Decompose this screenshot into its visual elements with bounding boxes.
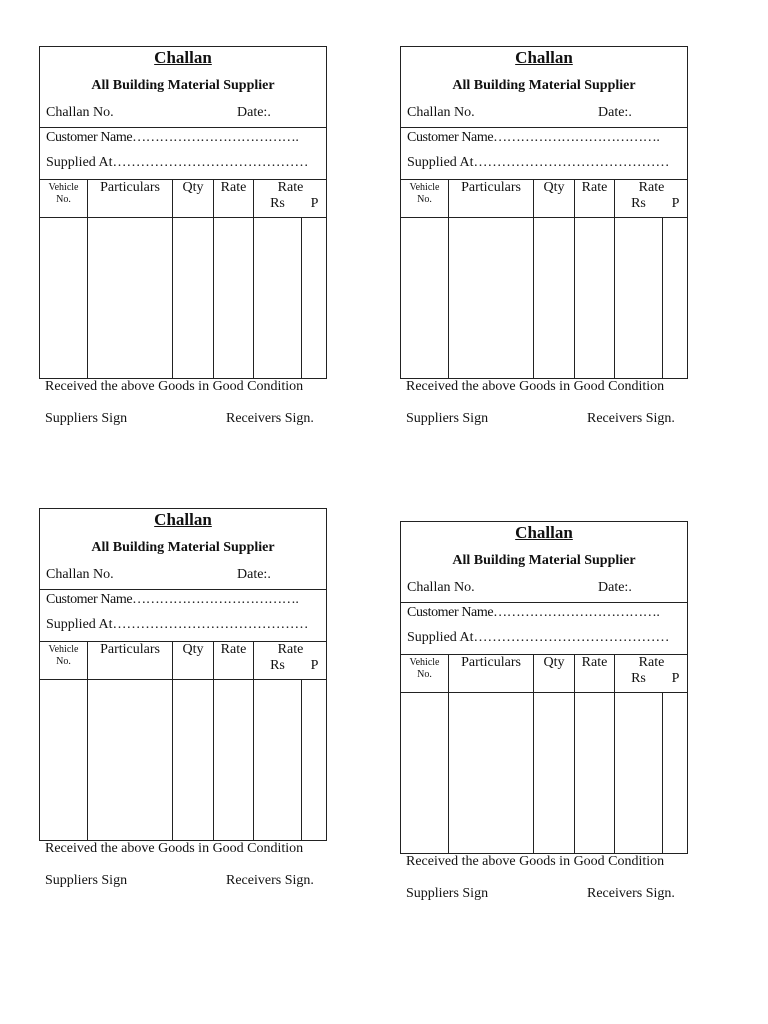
column-header-vehicle: [401, 657, 448, 681]
divider: [401, 217, 687, 218]
column-header-rate: Rate: [220, 642, 247, 657]
column-header-amount: Rate: [638, 180, 665, 195]
column-header-p: P: [310, 196, 319, 211]
customer-name-label: Customer Name……………………………….: [46, 130, 299, 145]
column-line: [448, 179, 449, 379]
column-header-qty: Qty: [182, 180, 204, 195]
received-statement: Received the above Goods in Good Condition: [406, 854, 665, 869]
column-header-amount: Rate: [277, 180, 304, 195]
customer-name-label: Customer Name……………………………….: [46, 592, 299, 607]
receivers-sign-label: Receivers Sign.: [587, 886, 675, 901]
column-line: [301, 217, 302, 379]
company-name: All Building Material Supplier: [91, 540, 275, 555]
received-statement: Received the above Goods in Good Condition: [406, 379, 665, 394]
column-line: [213, 641, 214, 841]
receivers-sign-label: Receivers Sign.: [226, 411, 314, 426]
divider: [40, 589, 326, 590]
divider: [401, 692, 687, 693]
customer-name-label: Customer Name……………………………….: [407, 130, 660, 145]
challan-form: [39, 508, 369, 893]
received-statement: Received the above Goods in Good Condition: [45, 841, 304, 856]
column-header-rate: Rate: [581, 180, 608, 195]
challan-box: [39, 508, 327, 841]
vehicle-line1: Vehicle: [48, 182, 79, 193]
suppliers-sign-label: Suppliers Sign: [45, 411, 128, 426]
divider: [401, 127, 687, 128]
column-header-amount: Rate: [638, 655, 665, 670]
column-line: [574, 179, 575, 379]
column-header-p: P: [671, 671, 680, 686]
challan-form: [39, 46, 369, 431]
column-header-p: P: [310, 658, 319, 673]
column-line: [448, 654, 449, 854]
column-header-vehicle: [40, 182, 87, 206]
challan-title: Challan: [154, 48, 212, 67]
challan-box: [400, 521, 688, 854]
customer-name-label: Customer Name……………………………….: [407, 605, 660, 620]
company-name: All Building Material Supplier: [452, 553, 636, 568]
supplied-at-label: Supplied At……………………………………: [46, 155, 309, 170]
challan-title: Challan: [154, 510, 212, 529]
vehicle-line2: No.: [417, 194, 432, 205]
column-header-vehicle: [40, 644, 87, 668]
supplied-at-label: Supplied At……………………………………: [407, 155, 670, 170]
challan-no-label: Challan No.: [407, 105, 475, 120]
vehicle-line2: No.: [417, 669, 432, 680]
column-line: [614, 654, 615, 854]
date-label: Date:.: [598, 580, 632, 595]
column-line: [301, 679, 302, 841]
column-line: [614, 179, 615, 379]
divider: [401, 602, 687, 603]
column-header-vehicle: [401, 182, 448, 206]
column-line: [172, 179, 173, 379]
supplied-at-label: Supplied At……………………………………: [407, 630, 670, 645]
column-header-qty: Qty: [543, 180, 565, 195]
column-header-rs: Rs: [631, 196, 646, 211]
supplied-at-label: Supplied At……………………………………: [46, 617, 309, 632]
column-line: [662, 217, 663, 379]
column-header-particulars: Particulars: [100, 642, 160, 657]
company-name: All Building Material Supplier: [452, 78, 636, 93]
date-label: Date:.: [237, 105, 271, 120]
vehicle-line1: Vehicle: [409, 182, 440, 193]
suppliers-sign-label: Suppliers Sign: [45, 873, 128, 888]
vehicle-line1: Vehicle: [409, 657, 440, 668]
challan-box: [39, 46, 327, 379]
column-line: [213, 179, 214, 379]
column-line: [253, 179, 254, 379]
column-line: [253, 641, 254, 841]
column-header-particulars: Particulars: [461, 655, 521, 670]
column-header-amount: Rate: [277, 642, 304, 657]
column-line: [662, 692, 663, 854]
date-label: Date:.: [237, 567, 271, 582]
challan-title: Challan: [515, 48, 573, 67]
column-line: [533, 654, 534, 854]
suppliers-sign-label: Suppliers Sign: [406, 411, 489, 426]
column-line: [172, 641, 173, 841]
column-header-rate: Rate: [220, 180, 247, 195]
divider: [40, 127, 326, 128]
divider: [40, 679, 326, 680]
date-label: Date:.: [598, 105, 632, 120]
column-line: [533, 179, 534, 379]
receivers-sign-label: Receivers Sign.: [587, 411, 675, 426]
vehicle-line2: No.: [56, 194, 71, 205]
column-line: [87, 641, 88, 841]
company-name: All Building Material Supplier: [91, 78, 275, 93]
receivers-sign-label: Receivers Sign.: [226, 873, 314, 888]
column-header-particulars: Particulars: [100, 180, 160, 195]
challan-box: [400, 46, 688, 379]
challan-no-label: Challan No.: [407, 580, 475, 595]
column-header-p: P: [671, 196, 680, 211]
column-header-rs: Rs: [631, 671, 646, 686]
column-header-rate: Rate: [581, 655, 608, 670]
column-header-qty: Qty: [543, 655, 565, 670]
challan-no-label: Challan No.: [46, 105, 114, 120]
challan-title: Challan: [515, 523, 573, 542]
received-statement: Received the above Goods in Good Condition: [45, 379, 304, 394]
vehicle-line1: Vehicle: [48, 644, 79, 655]
column-header-particulars: Particulars: [461, 180, 521, 195]
column-header-qty: Qty: [182, 642, 204, 657]
divider: [40, 217, 326, 218]
column-header-rs: Rs: [270, 196, 285, 211]
challan-no-label: Challan No.: [46, 567, 114, 582]
vehicle-line2: No.: [56, 656, 71, 667]
suppliers-sign-label: Suppliers Sign: [406, 886, 489, 901]
challan-form: [400, 46, 730, 431]
column-line: [87, 179, 88, 379]
challan-form: [400, 521, 730, 906]
column-header-rs: Rs: [270, 658, 285, 673]
column-line: [574, 654, 575, 854]
